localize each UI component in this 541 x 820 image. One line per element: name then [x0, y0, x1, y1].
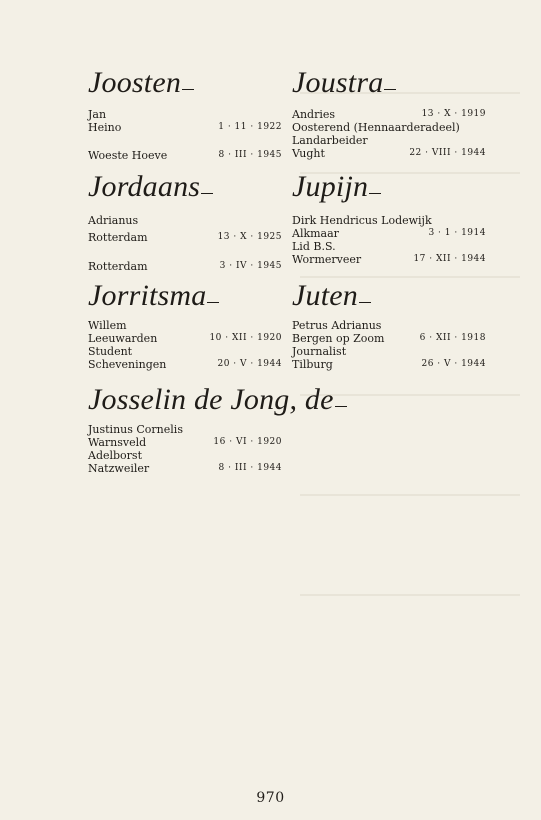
birth-date: 1 · 11 · 1922 — [218, 122, 282, 132]
birthplace: Bergen op Zoom — [292, 332, 385, 345]
birthplace: Warnsveld — [88, 436, 147, 449]
birth-date: 13 · X · 1925 — [217, 232, 282, 242]
death-date: 26 · V · 1944 — [421, 359, 486, 369]
details — [292, 319, 486, 371]
details — [88, 423, 282, 475]
detail-row — [88, 436, 282, 449]
detail-row — [88, 358, 282, 371]
occupation: Adelborst — [88, 449, 143, 462]
surname: Jorritsma — [88, 279, 282, 313]
death-place: Wormerveer — [292, 253, 362, 266]
details — [292, 214, 486, 266]
detail-row — [88, 260, 282, 273]
detail-row — [292, 147, 486, 160]
birthplace: Oosterend (Hennaarderadeel) — [292, 121, 460, 134]
surname: Joosten — [88, 66, 282, 100]
surname: Jupijn — [292, 170, 486, 204]
birthplace: Heino — [88, 121, 122, 134]
given-name: Willem — [88, 319, 127, 332]
death-place: Vught — [292, 147, 325, 160]
detail-row — [292, 240, 486, 253]
detail-row — [292, 345, 486, 358]
occupation: Student — [88, 345, 133, 358]
given-name: Adrianus — [88, 214, 139, 227]
death-date: 17 · XII · 1944 — [413, 254, 486, 264]
surname: Josselin de Jong, de — [88, 383, 334, 416]
entry-juten — [292, 279, 486, 371]
surname: Juten — [292, 279, 486, 313]
birth-date: 6 · XII · 1918 — [419, 333, 486, 343]
death-place: Scheveningen — [88, 358, 167, 371]
detail-row — [88, 345, 282, 358]
death-place: Rotterdam — [88, 260, 148, 273]
detail-row — [292, 227, 486, 240]
detail-row — [88, 319, 282, 332]
detail-row — [88, 108, 282, 121]
details — [88, 319, 282, 371]
details — [292, 108, 486, 160]
detail-row — [88, 423, 282, 436]
entry-jordaans — [88, 170, 282, 273]
given-name: Petrus Adrianus — [292, 319, 382, 332]
death-date: 8 · III · 1944 — [218, 463, 282, 473]
death-place: Woeste Hoeve — [88, 149, 168, 162]
detail-row — [292, 134, 486, 147]
death-date: 20 · V · 1944 — [217, 359, 282, 369]
birthplace: Rotterdam — [88, 231, 148, 244]
given-name: Dirk Hendricus Lodewijk — [292, 214, 432, 227]
detail-row — [88, 449, 282, 462]
entry-josselin-de-jong — [88, 383, 334, 475]
death-date: 22 · VIII · 1944 — [409, 148, 486, 158]
birthplace: Leeuwarden — [88, 332, 158, 345]
detail-row — [88, 149, 282, 162]
occupation: Lid B.S. — [292, 240, 336, 253]
detail-row — [88, 332, 282, 345]
detail-row — [292, 253, 486, 266]
entry-joosten — [88, 66, 282, 162]
detail-row — [88, 231, 282, 244]
details — [88, 108, 282, 162]
birth-date: 16 · VI · 1920 — [213, 437, 282, 447]
surname: Jordaans — [88, 170, 282, 204]
given-name: Jan — [88, 108, 107, 121]
given-name: Justinus Cornelis — [88, 423, 183, 436]
detail-row — [88, 214, 282, 227]
death-place: Tilburg — [292, 358, 333, 371]
entry-jupijn — [292, 170, 486, 266]
detail-row — [292, 332, 486, 345]
birth-date: 3 · 1 · 1914 — [428, 228, 486, 238]
page-number: 970 — [256, 790, 285, 806]
detail-row — [292, 358, 486, 371]
detail-row — [292, 121, 486, 134]
entry-jorritsma — [88, 279, 282, 371]
details — [88, 214, 282, 273]
surname: Joustra — [292, 66, 486, 100]
occupation: Landarbeider — [292, 134, 368, 147]
death-date: 3 · IV · 1945 — [219, 261, 282, 271]
detail-row — [88, 121, 282, 134]
detail-row — [292, 108, 486, 121]
given-name: Andries — [292, 108, 336, 121]
death-place: Natzweiler — [88, 462, 150, 475]
birth-date: 10 · XII · 1920 — [209, 333, 282, 343]
entry-joustra — [292, 66, 486, 160]
death-date: 8 · III · 1945 — [218, 150, 282, 160]
birthplace: Alkmaar — [292, 227, 339, 240]
occupation: Journalist — [292, 345, 347, 358]
detail-row — [292, 319, 486, 332]
detail-row — [88, 462, 282, 475]
detail-row — [292, 214, 486, 227]
birth-date: 13 · X · 1919 — [421, 109, 486, 119]
